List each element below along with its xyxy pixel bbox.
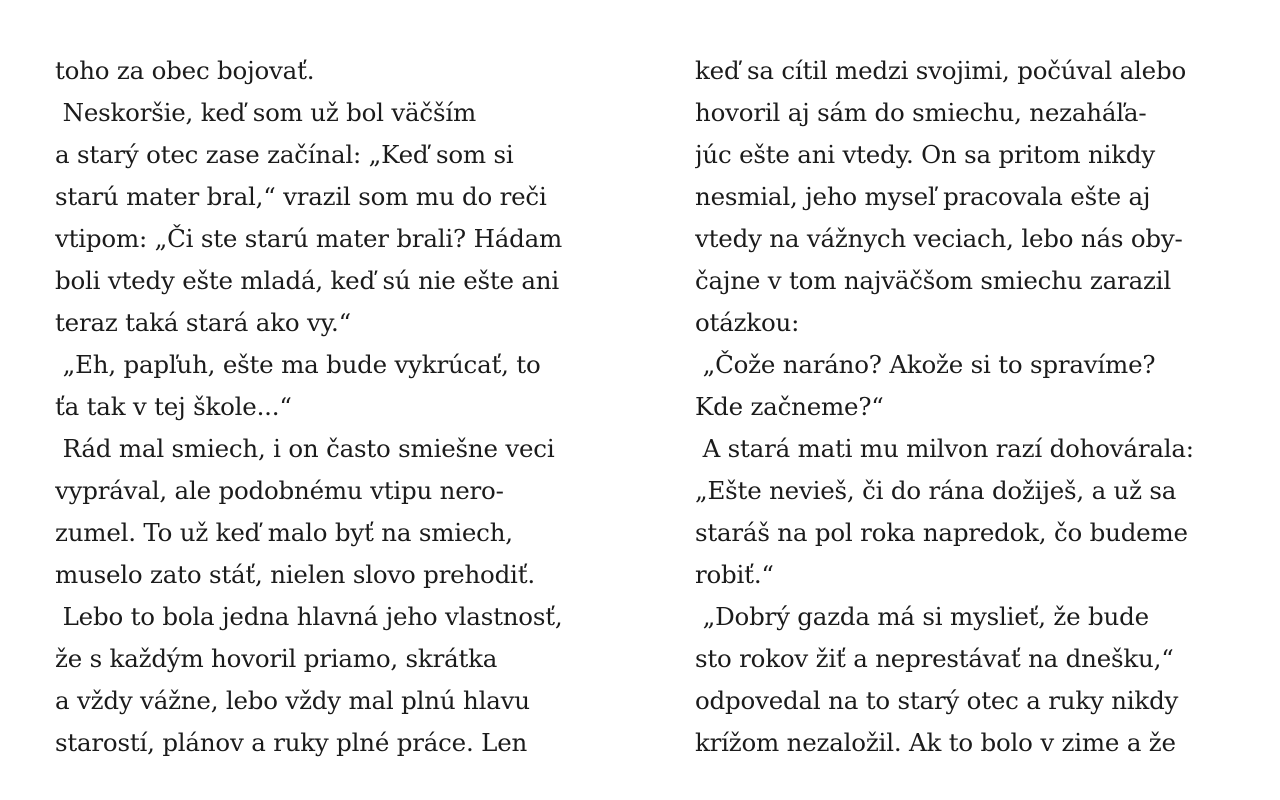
text-line: že s každým hovoril priamo, skrátka (55, 644, 498, 673)
text-line: ťa tak v tej škole...“ (55, 392, 292, 421)
text-line: vyprával, ale podobnému vtipu nero- (55, 476, 504, 505)
text-line: starostí, plánov a ruky plné práce. Len (55, 728, 528, 757)
text-line: vtipom: „Či ste starú mater brali? Hádam (55, 224, 563, 253)
text-line: „Ešte nevieš, či do rána dožiješ, a už sa (695, 476, 1177, 505)
text-line: Rád mal smiech, i on často smiešne veci (55, 434, 555, 463)
text-line: staráš na pol roka napredok, čo budeme (695, 518, 1188, 547)
text-line: „Čože naráno? Akože si to spravíme? (695, 350, 1156, 379)
text-line: júc ešte ani vtedy. On sa pritom nikdy (695, 140, 1155, 169)
text-line: muselo zato stáť, nielen slovo prehodiť. (55, 560, 535, 589)
right-text-column (695, 50, 1255, 764)
text-line: robiť.“ (695, 560, 774, 589)
text-line: vtedy na vážnych veciach, lebo nás oby- (695, 224, 1183, 253)
text-line: „Dobrý gazda má si myslieť, že bude (695, 602, 1149, 631)
text-line: A stará mati mu milvon razí dohovárala: (695, 434, 1194, 463)
text-line: Kde začneme?“ (695, 392, 884, 421)
text-line: zumel. To už keď malo byť na smiech, (55, 518, 513, 547)
text-line: sto rokov žiť a neprestávať na dnešku,“ (695, 644, 1174, 673)
text-line: krížom nezaložil. Ak to bolo v zime a že (695, 728, 1176, 757)
text-line: toho za obec bojovať. (55, 56, 315, 85)
text-line: hovoril aj sám do smiechu, nezaháľa- (695, 98, 1147, 127)
text-line: teraz taká stará ako vy.“ (55, 308, 351, 337)
text-line: Lebo to bola jedna hlavná jeho vlastnosť, (55, 602, 563, 631)
text-line: odpovedal na to starý otec a ruky nikdy (695, 686, 1179, 715)
text-line: keď sa cítil medzi svojimi, počúval alebo (695, 56, 1187, 85)
text-line: Neskoršie, keď som už bol väčším (55, 98, 476, 127)
text-line: a starý otec zase začínal: „Keď som si (55, 140, 514, 169)
text-line: čajne v tom najväčšom smiechu zarazil (695, 266, 1171, 295)
left-text-column (55, 50, 615, 764)
text-line: „Eh, papľuh, ešte ma bude vykrúcať, to (55, 350, 541, 379)
text-line: boli vtedy ešte mladá, keď sú nie ešte ani (55, 266, 560, 295)
text-line: nesmial, jeho myseľ pracovala ešte aj (695, 182, 1151, 211)
text-line: otázkou: (695, 308, 800, 337)
text-line: starú mater bral,“ vrazil som mu do reči (55, 182, 547, 211)
text-line: a vždy vážne, lebo vždy mal plnú hlavu (55, 686, 530, 715)
